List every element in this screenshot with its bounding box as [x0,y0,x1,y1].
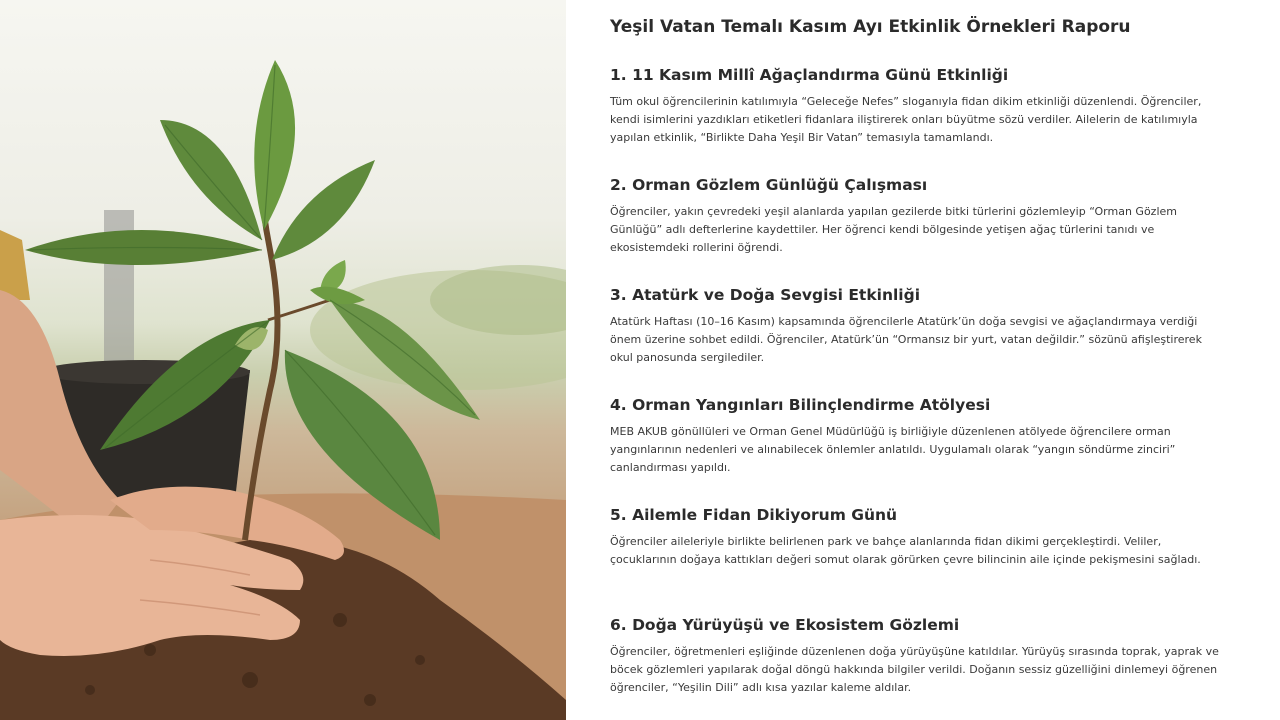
section-body: MEB AKUB gönüllüleri ve Orman Genel Müdürlüğü iş birliğiyle düzenlenen atölyede öğrencilere orman yangınlarının nedenleri ve alınabilecek önlemler anlatıldı. Uygulamalı olarak “yangın söndürme zinciri” canlandırması yapıldı. [610,425,1176,474]
section-body: Öğrenciler, yakın çevredeki yeşil alanlarda yapılan gezilerde bitki türlerini gözlemleyip “Orman Gözlem Günlüğü” adlı defterlerine kaydettiler. Her öğrenci kendi bölgesinde yetişen ağaç türlerini tanıdı ve ekosistemdeki rollerini öğrendi. [610,205,1177,254]
section-heading: 6. Doğa Yürüyüşü ve Ekosistem Gözlemi [610,616,960,634]
section-body: Öğrenciler aileleriyle birlikte belirlenen park ve bahçe alanlarında fidan dikimi gerçekleştirdi. Veliler, çocuklarının doğaya kattıkları değeri somut olarak görürken çevre bilincinin aile içinde pekişmesini sağladı. [610,535,1201,566]
report-title: Yeşil Vatan Temalı Kasım Ayı Etkinlik Örnekleri Raporu [610,17,1131,37]
section-body: Tüm okul öğrencilerinin katılımıyla “Geleceğe Nefes” sloganıyla fidan dikim etkinliği düzenlendi. Öğrenciler, kendi isimlerini yazdıkları etiketleri fidanlara iliştirerek onları büyütme sözü verdiler. Ailelerin de katılımıyla yapılan etkinlik, “Birlikte Daha Yeşil Bir Vatan” temasıyla tamamlandı. [610,95,1202,144]
section-heading: 2. Orman Gözlem Günlüğü Çalışması [610,176,928,194]
seedling-planting-image [0,0,566,720]
section-body: Öğrenciler, öğretmenleri eşliğinde düzenlenen doğa yürüyüşüne katıldılar. Yürüyüş sırasında toprak, yaprak ve böcek gözlemleri yapılarak doğal döngü hakkında bilgiler verildi. Doğanın sessiz güzelliğini dinlemeyi öğrenen öğrenciler, “Yeşilin Dili” adlı kısa yazılar kaleme aldılar. [610,645,1219,694]
section-heading: 1. 11 Kasım Millî Ağaçlandırma Günü Etkinliği [610,66,1009,84]
leaf-icon [254,60,295,230]
sleeve [0,230,30,300]
report-section [610,614,1230,720]
report-section [610,174,1230,284]
hero-photo [0,0,566,720]
section-heading: 3. Atatürk ve Doğa Sevgisi Etkinliği [610,286,921,304]
section-heading: 5. Ailemle Fidan Dikiyorum Günü [610,506,898,524]
report-section [610,64,1230,174]
section-heading: 4. Orman Yangınları Bilinçlendirme Atölyesi [610,396,991,414]
report [610,14,1230,720]
report-section [610,284,1230,394]
report-section [610,504,1230,614]
report-section [610,394,1230,504]
section-body: Atatürk Haftası (10–16 Kasım) kapsamında öğrencilerle Atatürk’ün doğa sevgisi ve ağaçlandırmaya verdiği önem üzerine sohbet edildi. Öğrenciler, Atatürk’ün “Ormansız bir yurt, vatan değildir.” sözünü afişleştirerek okul panosunda sergilediler. [610,315,1202,364]
